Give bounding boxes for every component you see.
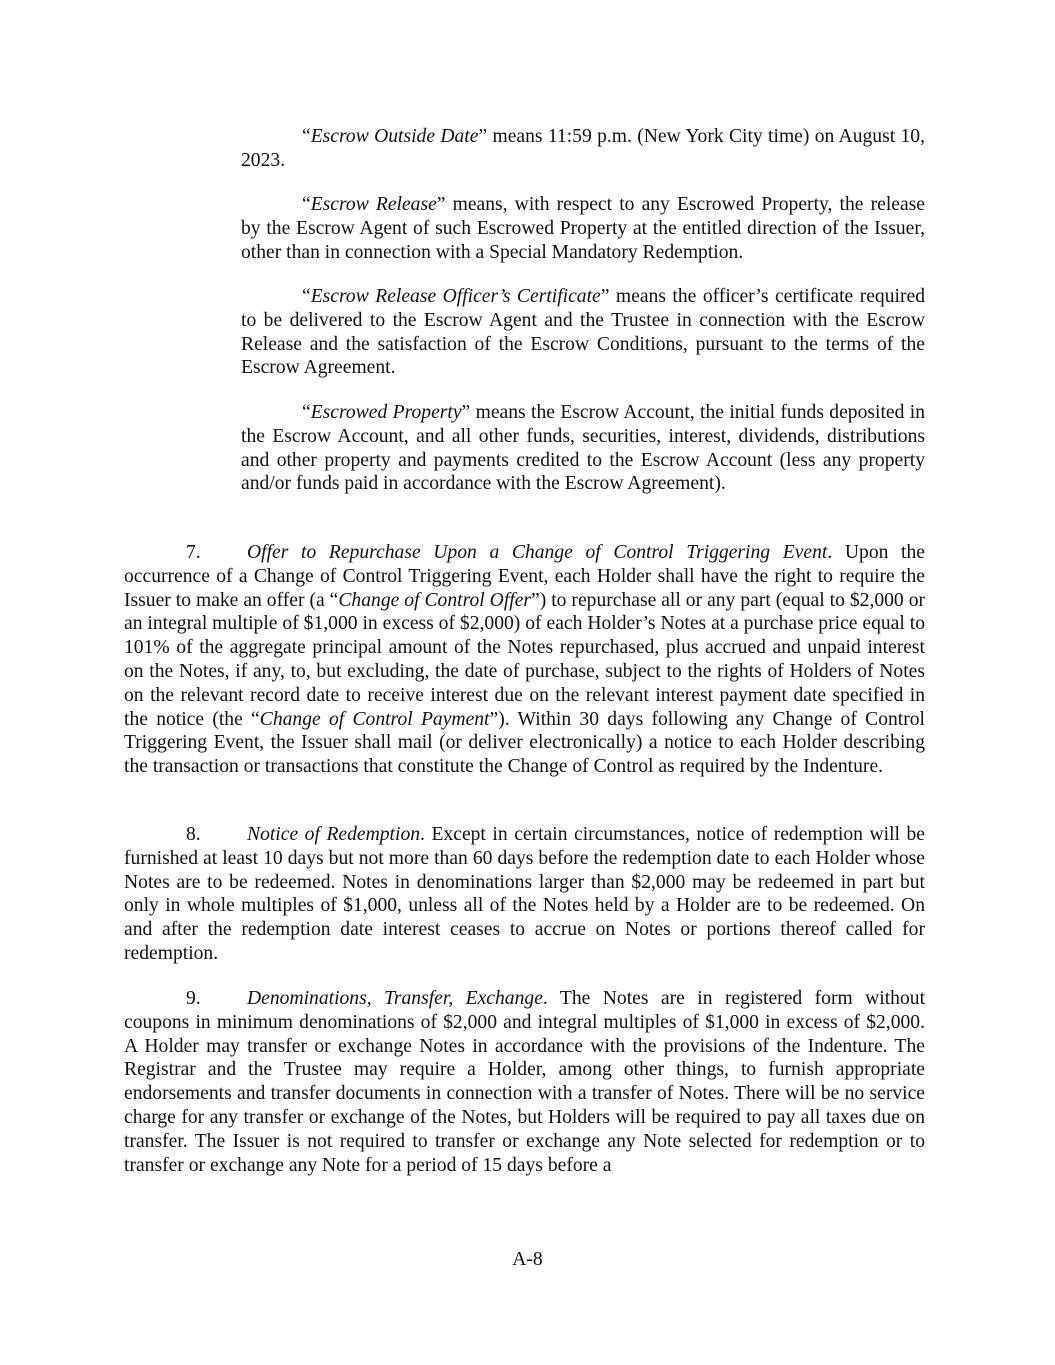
section-number: 7. <box>186 542 201 563</box>
definition-escrow-release: “Escrow Release” means, with respect to any Escrowed Property, the release by the Escrow Agent of such Escrowed Property at the entitled direction of the Issuer, other than in connection with a Special Mandatory Redemption. <box>241 194 925 263</box>
defined-term: Escrow Release <box>310 194 437 215</box>
definition-escrow-release-officers-certificate: “Escrow Release Officer’s Certificate” means the officer’s certificate required to be delivered to the Escrow Agent and the Trustee in connection with the Escrow Release and the satisfaction of the Escrow Conditions, pursuant to the terms of the Escrow Agreement. <box>241 286 925 379</box>
defined-term: Change of Control Payment <box>259 708 490 730</box>
section-heading: Offer to Repurchase Upon a Change of Control Triggering Event <box>247 542 828 563</box>
defined-term: Escrow Release Officer’s Certificate <box>310 286 601 307</box>
section-heading: Notice of Redemption <box>247 824 421 845</box>
section-8-notice-of-redemption: 8. Notice of Redemption. Except in certain circumstances, notice of redemption will be furnished at least 10 days but not more than 60 days before the redemption date to each Holder whose Notes are to be redeemed. Notes in denominations larger than $2,000 may be redeemed in part but only in whole multiples of $1,000, unless all of the Notes held by a Holder are to be redeemed. On and after the redemption date interest ceases to accrue on Notes or portions thereof called for redemption. <box>124 824 925 964</box>
definition-escrowed-property: “Escrowed Property” means the Escrow Account, the initial funds deposited in the Escrow Account, and all other funds, securities, interest, dividends, distributions and other property and payments credited to the Escrow Account (less any property and/or funds paid in accordance with the Escrow Agreement). <box>241 402 926 495</box>
section-9-denominations-transfer-exchange: 9. Denominations, Transfer, Exchange. The Notes are in registered form without coupons in minimum denominations of $2,000 and integral multiples of $1,000 in excess of $2,000. A Holder may transfer or exchange Notes in accordance with the provisions of the Indenture. The Registrar and the Trustee may require a Holder, among other things, to furnish appropriate endorsements and transfer documents in connection with a transfer of Notes. There will be no service charge for any transfer or exchange of the Notes, but Holders will be required to pay all taxes due on transfer. The Issuer is not required to transfer or exchange any Note selected for redemption or to transfer or exchange any Note for a period of 15 days before a <box>124 988 926 1176</box>
section-7-change-of-control: 7. Offer to Repurchase Upon a Change of Control Triggering Event. Upon the occurrence of a Change of Control Triggering Event, each Holder shall have the right to require the Issuer to make an offer (a “Change of Control Offer”) to repurchase all or any part (equal to $2,000 or an integral multiple of $1,000 in excess of $2,000) of each Holder’s Notes at a purchase price equal to 101% of the aggregate principal amount of the Notes repurchased, plus accrued and unpaid interest on the Notes, if any, to, but excluding, the date of purchase, subject to the rights of Holders of Notes on the relevant record date to receive interest due on the relevant interest payment date specified in the notice (the “Change of Control Payment”). Within 30 days following any Change of Control Triggering Event, the Issuer shall mail (or deliver electronically) a notice to each Holder describing the transaction or transactions that constitute the Change of Control as required by the Indenture. <box>124 542 926 778</box>
section-number: 8. <box>186 824 201 845</box>
defined-term: Change of Control Offer <box>338 589 532 611</box>
section-number: 9. <box>186 988 201 1009</box>
defined-term: Escrowed Property <box>310 402 462 423</box>
page-number: A-8 <box>512 1249 543 1270</box>
defined-term: Escrow Outside Date <box>310 126 479 147</box>
section-heading: Denominations, Transfer, Exchange <box>247 988 543 1009</box>
definition-escrow-outside-date: “Escrow Outside Date” means 11:59 p.m. (New York City time) on August 10, 2023. <box>241 126 925 171</box>
